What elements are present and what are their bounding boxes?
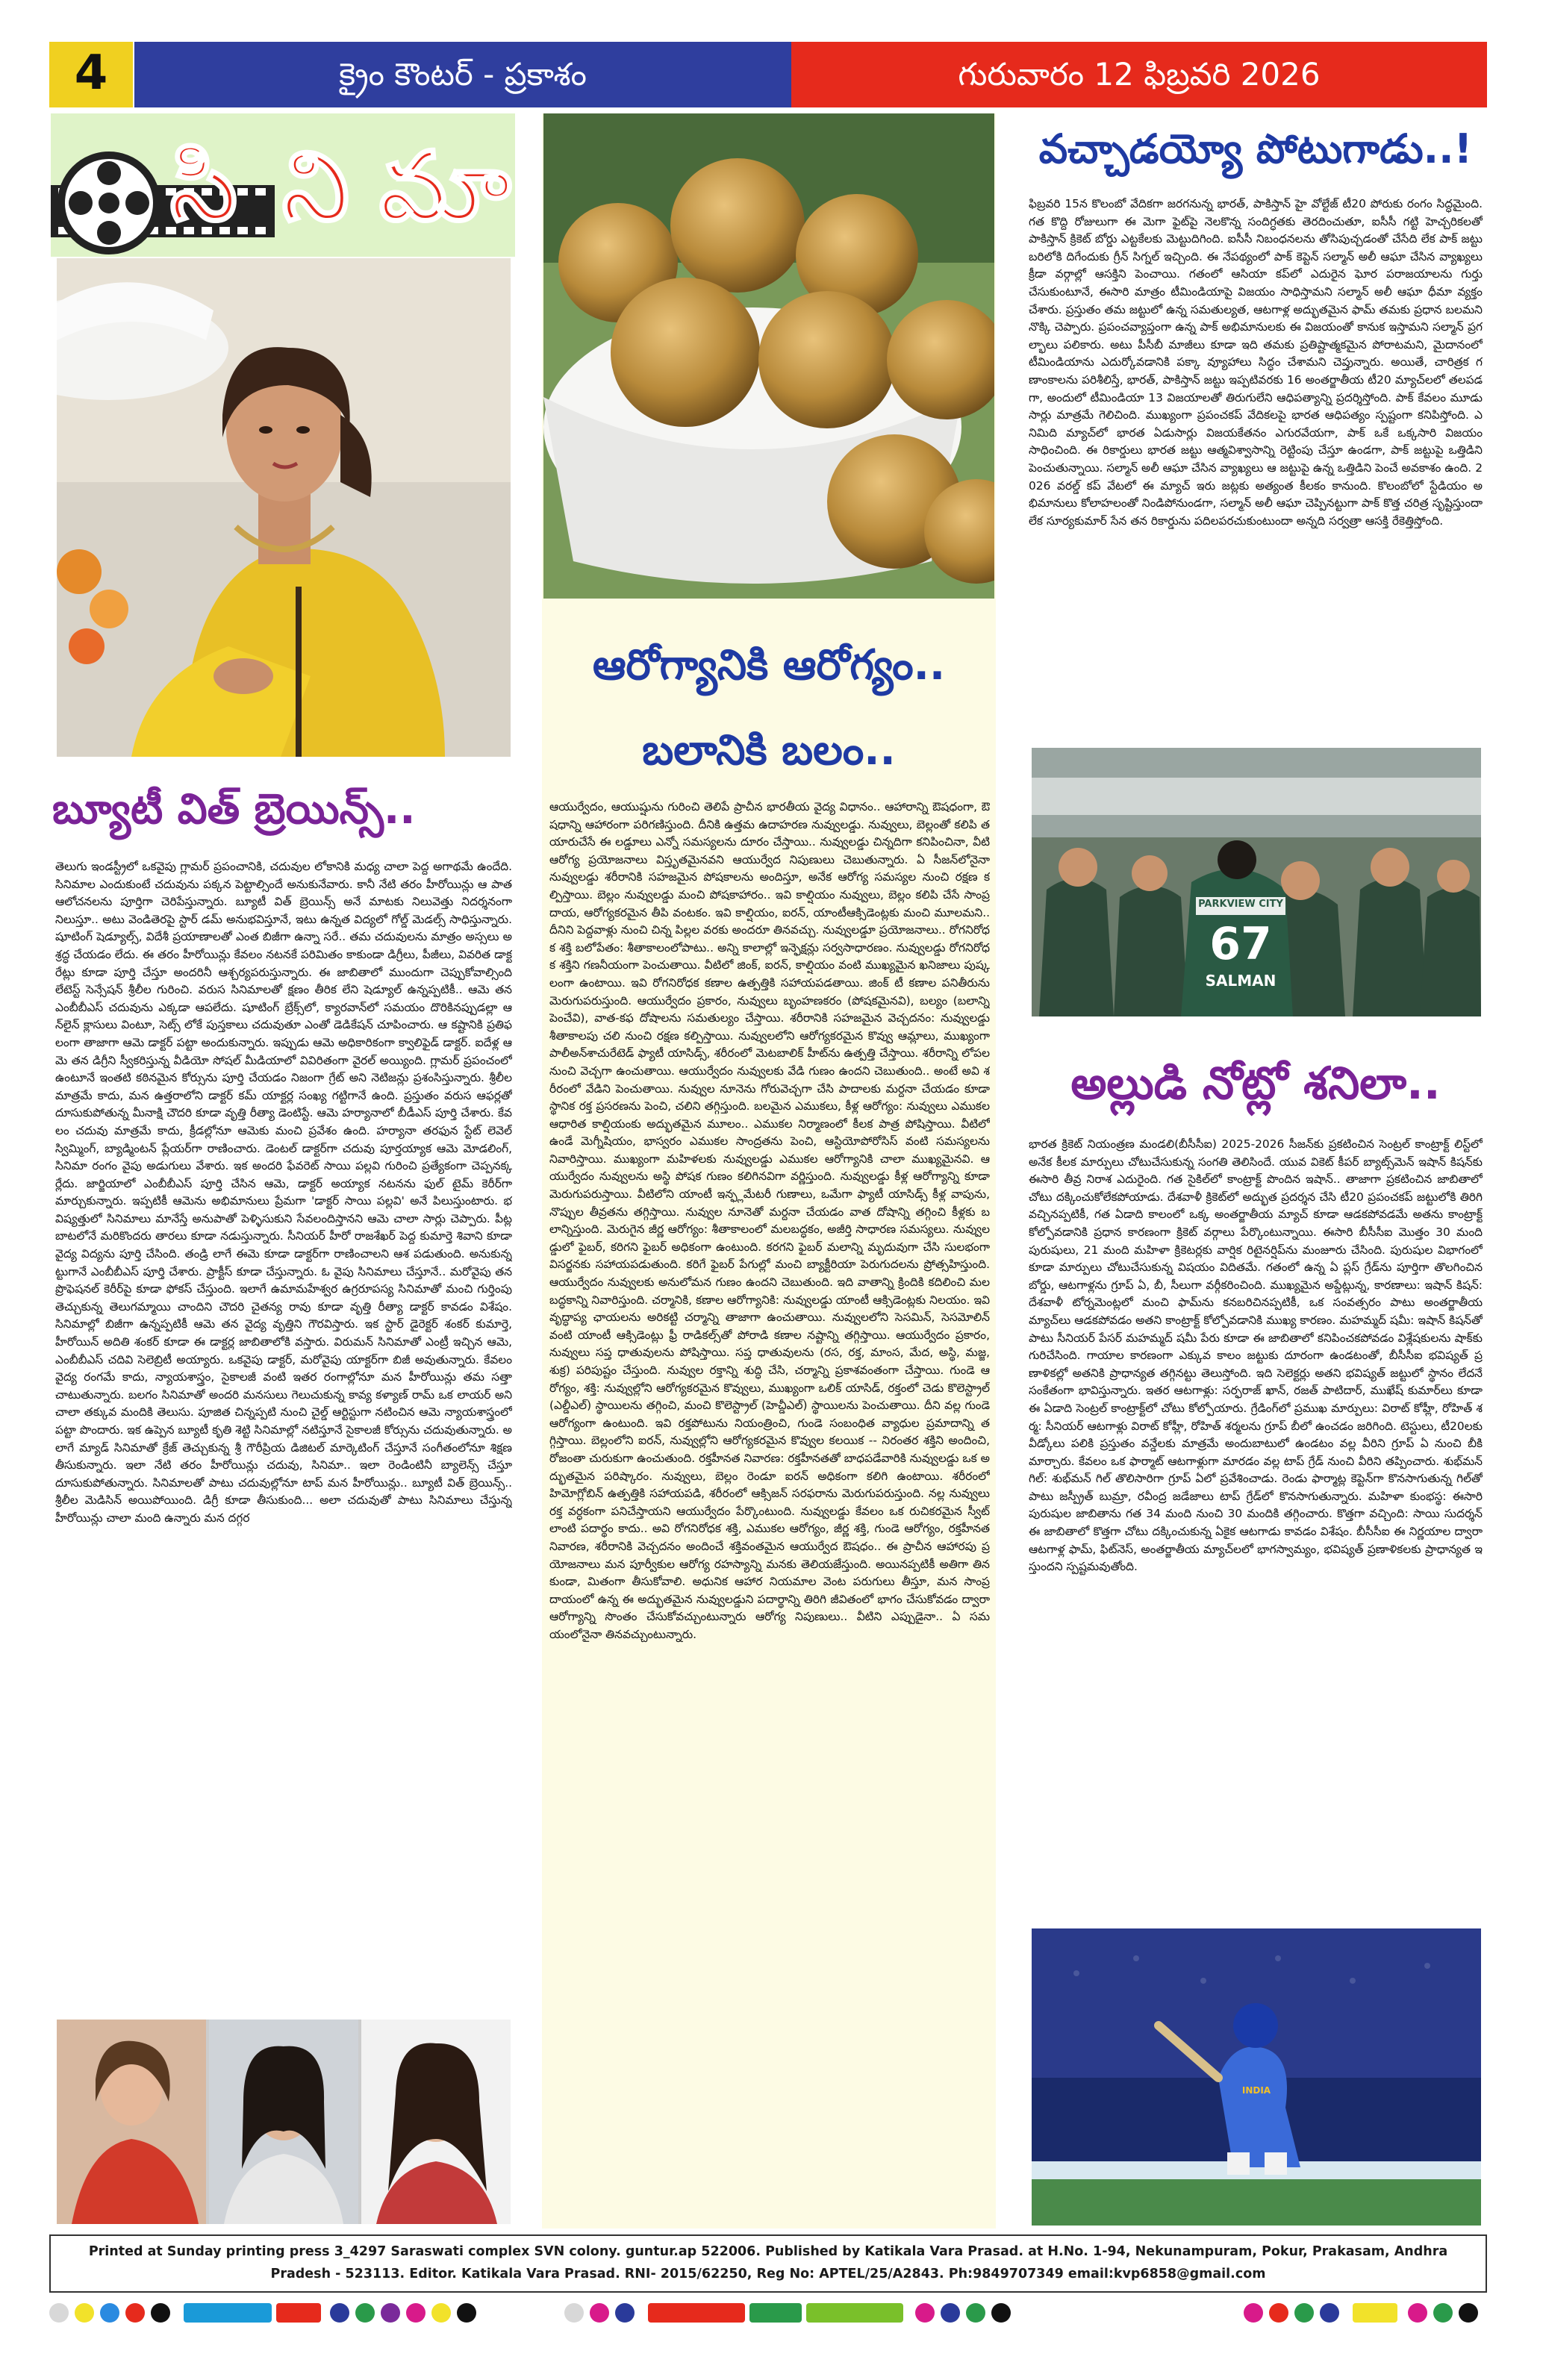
- registration-dot: [330, 2303, 349, 2323]
- cinema-logo-letter-2: ని: [282, 131, 349, 243]
- registration-dot: [431, 2303, 451, 2323]
- cricket-headline-1: వచ్చాడయ్యో పోటుగాడు..!: [1038, 125, 1473, 172]
- registration-dot: [615, 2303, 635, 2323]
- registration-bar: [749, 2303, 802, 2323]
- registration-dot: [1320, 2303, 1339, 2323]
- cinema-logo: [51, 113, 515, 257]
- registration-dot: [1433, 2303, 1453, 2323]
- sesame-laddu-photo: [543, 113, 994, 599]
- actress-photo: [57, 258, 511, 757]
- registration-dot: [381, 2303, 400, 2323]
- registration-dot: [1294, 2303, 1314, 2323]
- cinema-headline: బ్యూటీ విత్ బ్రెయిన్స్..: [52, 785, 416, 834]
- cinema-article: తెలుగు ఇండస్ట్రీలో ఒకవైపు గ్లామర్ ప్రపంచానికి, చదువుల లోకానికి మధ్య చాలా పెద్ద అగాథమే ఉందేది. సినిమాల ఎందుకుంటే చదువును పక్కన పెట్టాల్సిందే అనుకునేవారు. కానీ నేటి తరం హీరోయిన్లు ఆ పాత ఆలోచనలను పూర్తిగా చెరిపేస్తున్నారు. బ్యూటీ విత్ బ్రెయిన్స్ అనే మాటకు నిలువెత్తు నిదర్శనంగా నిలుస్తూ.. అటు వెండితెరపై స్టార్ డమ్ అనుభవిస్తూనే, ఇటు ఉన్నత విద్యలో గోల్డ్ మెడల్స్ సాధిస్తున్నారు. షూటింగ్ షెడ్యూల్స్, విదేశీ ప్రయాణాలతో ఎంత బిజీగా ఉన్నా సరే.. తమ చదువులను మాత్రం అస్సలు అశ్రద్ధ చేయడం లేదు. ఈ తరం హీరోయిన్లు కేవలం నటనకే పరిమితం కాకుండా డిగ్రీలు, పీజీలు, వివరిత డాక్టరేట్లు కూడా పూర్తి చేస్తూ అందరినీ ఆశ్చర్యపరుస్తున్నారు. ఈ జాబితాలో ముందుగా చెప్పుకోవాల్సింది లేటెస్ట్ సెన్సేషన్ శ్రీలీల గురించి. వరుస సినిమాలతో క్షణం తీరిక లేని షెడ్యూల్ ఉన్నప్పటికీ.. ఆమె తన ఎంబీబీఎస్ చదువును ఎక్కడా ఆపలేదు. షూటింగ్ బ్రేక్స్‌లో, క్యారవాన్‌లో సమయం దొరికినప్పుడల్లా ఆన్‌లైన్ క్లాసులు వింటూ, సెట్స్ లోకే పుస్తకాలు చదువుతూ ఎంతో డెడికేషన్ చూపించారు. ఆ కష్టానికి ప్రతిఫలంగా తాజాగా ఆమె డాక్టర్ పట్టా అందుకున్నారు. ఇప్పుడు ఆమె అధికారికంగా క్వాలిఫైడ్ డాక్టర్. ఐదేళ్ల ఆమె తన డిగ్రీని స్వీకరిస్తున్న వీడియో సోషల్ మీడియాలో వివిరితంగా వైరల్ అయ్యింది. గ్లామర్ ప్రపంచంలో ఉంటూనే ఇంతటి కఠినమైన కోర్సును పూర్తి చేయడం నిజంగా గ్రేట్ అని నెటిజన్లు ప్రశంసిస్తున్నారు. శ్రీలీల మాత్రమే కాదు, మన ఉత్తరాలోని డాక్టర్ కమ్ యాక్టర్ల సంఖ్య గట్టిగానే ఉంది. ప్రస్తుతం వరుస ఆఫర్లతో దూసుకుపోతున్న మీనాక్షి చౌదరి కూడా వృత్తి రీత్యా డెంటిస్టే. ఆమె హర్యానాలో బీడీఎస్ పూర్తి చేశారు. కేవలం చదువు మాత్రమే కాదు, క్రీడల్లోనూ ఆమెకు మంచి ప్రవేశం ఉంది. హర్యానా తరఫున స్టేట్ లెవెల్ స్విమ్మింగ్, బ్యాడ్మింటన్ ప్లేయర్‌గా రాణించారు. డెంటల్ డాక్టర్‌గా చదువు పూర్తయ్యాక ఆమె మోడలింగ్, సినిమా రంగం వైపు అడుగులు వేశారు. ఇక అందరి ఫేవరెట్ సాయి పల్లవి గురించి ప్రత్యేకంగా చెప్పనక్కర్లేదు. జార్జియాలో ఎంబీబీఎస్ పూర్తి చేసిన ఆమె, డాక్టర్ అయ్యాక నటనను ఫుల్ టైమ్ కెరీర్‌గా మార్చుకున్నారు. ఇప్పటికీ ఆమెను అభిమానులు ప్రేమగా 'డాక్టర్ సాయి పల్లవి' అనే పిలుస్తుంటారు. భవిష్యత్తులో సినిమాలు మానేస్తే అనుపాతో పెళ్ళిసుకుని సేవలందిస్తానని ఆమె చాలా సార్లు చెప్పారు. పీట్ల బాటలోనే మరికొందరు తారలు కూడా నడుస్తున్నారు. సీనియర్ హీరో రాజశేఖర్ పెద్ద కుమార్తె శివాని కూడా వైద్య విద్యను పూర్తి చేసింది. తండ్రి లాగే ఈమె కూడా డాక్టర్‌గా రాణించాలని ఆశ పడుతుంది. అనుకున్నట్టుగానే ఎంబీబీఎస్ పూర్తి చేశారు. ప్రాక్టీస్ కూడా చేస్తున్నారు. ఓ వైపు సినిమాలు చేస్తూనే.. మరోవైపు తన ప్రొఫెషనల్ కెరీర్‌పై కూడా ఫోకస్ చేస్తుంది. ఇలాగే ఉమామహేశ్వర ఉగ్రరూపస్య సినిమాతో మంచి గుర్తింపు తెచ్చుకున్న తెలుగమ్మాయి చాందిని చౌదరి చైతన్య రావు కూడా వృత్తి రీత్యా డాక్టర్ కావడం విశేషం. సినిమాల్లో బిజీగా ఉన్నప్పటికీ ఆమె తన వైద్య వృత్తిని గౌరవిస్తారు. ఇక స్టార్ డైరెక్టర్ శంకర్ కుమార్తె, హీరోయిన్ అదితి శంకర్ కూడా ఈ డాక్టర్ల జాబితాలోకి వస్తారు. విరుమన్ సినిమాతో ఎంట్రీ ఇచ్చిన ఆమె, ఎంబీబీఎస్ చదివి సెలెబ్రిటీ అయ్యారు. ఒకవైపు డాక్టర్, మరోవైపు యాక్టర్‌గా బిజీ అవుతున్నారు. కేవలం వైద్య రంగమే కాదు, న్యాయశాస్త్రం, సైకాలజీ వంటి ఇతర రంగాల్లోనూ మన హీరోయిన్లు తమ సత్తా చాటుతున్నారు. బలగం సినిమాతో అందరి మనసులు గెలుచుకున్న కావ్య కళ్యాణ్ రామ్ ఒక లాయర్ అని చాలా తక్కువ మందికి తెలుసు. పూజిత చిన్నప్పటి నుంచి చైల్డ్ ఆర్టిస్టుగా నటించిన ఆమె న్యాయశాస్త్రంలో పట్టా పొందారు. ఇక ఉప్పెన బ్యూటీ కృతి శెట్టి సినిమాల్లో నటిస్తూనే సైకాలజీ కోర్సును చదువుతున్నారు. అలాగే మ్యాడ్ సినిమాతో క్రేజ్ తెచ్చుకున్న శ్రీ గౌరీప్రియ డిజిటల్ మార్కెటింగ్ చేస్తూనే సంగీతంలోనూ శిక్షణ తీసుకున్నారు. ఇలా నేటి తరం హీరోయిన్లు చదువు, సినిమా.. ఇలా రెండింటినీ బ్యాలెన్స్ చేస్తూ దూసుకుపోతున్నారు. సినిమాలతో పాటు చదువుల్లోనూ టాప్ మన హీరోయిన్లు.. బ్యూటీ విత్ బ్రెయిన్స్.. శ్రీలీల మెడిసిన్ అయిపోయింది. డిగ్రీ కూడా తీసుకుంది... అలా చదువుతో పాటు సినిమాలు చేస్తున్న హీరోయిన్లు చాలా మంది ఉన్నారు మన దగ్గర: [55, 860, 512, 1525]
- cricket-article-1: ఫిబ్రవరి 15న కొలంబో వేదికగా జరగనున్న భారత్, పాకిస్తాన్ హై వోల్టేజ్ టీ20 పోరుకు రంగం సిద్ధమైంది. గత కొద్ది రోజులుగా ఈ మెగా ఫైట్‌పై నెలకొన్న సందిగ్ధతకు తెరదించుతూ, ఐసీసీ గట్టి హెచ్చరికలతో పాకిస్తాన్ క్రికెట్ బోర్డు ఎట్టకేలకు మెట్టుదిగింది. ఐసీసీ నిబంధనలను తోసిపుచ్చడంతో చేసేది లేక పాక్ జట్టు బరిలోకి దిగేందుకు గ్రీన్ సిగ్నల్ ఇచ్చింది. ఈ నేపథ్యంలో పాక్ కెప్టెన్ సల్మాన్ అలీ ఆఘా చేసిన వ్యాఖ్యలు క్రీడా వర్గాల్లో ఆసక్తిని పెంచాయి. గతంలో ఆసియా కప్‌లో ఎదురైన ఘోర పరాజయాలను గుర్తు చేసుకుంటూనే, ఈసారి మాత్రం టీమిండియాపై విజయం సాధిస్తామని సల్మాన్ అలీ ఆఘా ధీమా వ్యక్తం చేశారు. ప్రస్తుతం తమ జట్టులో ఉన్న సమతుల్యత, ఆటగాళ్ల అద్భుతమైన ఫామ్ తమకు ప్రధాన బలమని నొక్కి చెప్పారు. ప్రపంచవ్యాప్తంగా ఉన్న పాక్ అభిమానులకు ఈ విజయంతో కానుక ఇస్తామని సల్మాన్ ప్రగల్భాలు పలికారు. అటు పీసీబీ మాజీలు కూడా ఇది తమకు ప్రతిష్టాత్మకమైన పోరాటమని, మైదానంలో టీమిండియాను ఎదుర్కోవడానికి పక్కా వ్యూహాలు సిద్ధం చేశామని చెప్తున్నారు. అయితే, చారిత్రక గణాంకాలను పరిశీలిస్తే, భారత్, పాకిస్తాన్ జట్టు ఇప్పటివరకు 16 అంతర్జాతీయ టీ20 మ్యాచ్‌లలో తలపడగా, అందులో టీమిండియా 13 విజయాలతో తిరుగులేని ఆధిపత్యాన్ని ప్రదర్శిస్తోంది. పాక్ కేవలం మూడు సార్లు మాత్రమే గెలిచింది. ముఖ్యంగా ప్రపంచకప్ వేదికలపై భారత ఆధిపత్యం స్పష్టంగా కనిపిస్తోంది. ఎనిమిది మ్యాచ్‌లో భారత ఏడుసార్లు విజయకేతనం ఎగురవేయగా, పాక్ ఒకే ఒక్కసారి విజయం సాధించింది. ఈ రికార్డులు భారత జట్టు ఆత్మవిశ్వాసాన్ని రెట్టింపు చేస్తూ ఉండగా, పాక్ జట్టుపై ఒత్తిడిని పెంచుతున్నాయి. సల్మాన్ అలీ ఆఘా చేసిన వ్యాఖ్యలు ఆ జట్టుపై ఉన్న ఒత్తిడిని పెంచే అవకాశం ఉంది. 2026 వరల్డ్ కప్ వేటలో ఈ మ్యాచ్ ఇరు జట్లకు అత్యంత కీలకం కానుంది. కొలంబోలో స్టేడియం అభిమానులు కోలాహలంతో నిండిపోనుండగా, సల్మాన్ అలీ ఆఘా చెప్పినట్టుగా పాక్ కొత్త చరిత్ర సృష్టిస్తుందా లేక సూర్యకుమార్ సేన తన రికార్డును పదిలపరచుకుంటుందా అన్నది సర్వత్రా ఆసక్తి రేకెత్తిస్తోంది.: [1029, 197, 1483, 528]
- registration-dot: [991, 2303, 1011, 2323]
- registration-dot: [151, 2303, 170, 2323]
- registration-dot: [1269, 2303, 1288, 2323]
- color-registration-strip: [49, 2299, 1487, 2329]
- cinema-logo-letter-1: సి: [170, 131, 237, 243]
- health-article: ఆయుర్వేదం, ఆయుష్షును గురించి తెలిపే ప్రాచీన భారతీయ వైద్య విధానం.. ఆహారాన్ని ఔషధంగా, ఔషధాన్ని ఆహారంగా పరిగణిస్తుంది. దీనికి ఉత్తమ ఉదాహరణ నువ్వులడ్డు. నువ్వులు, బెల్లంతో కలిపి తయారుచేసే ఈ లడ్డూలు ఎన్నో సమస్యలను దూరం చేస్తాయి.. నువ్వులడ్డు చిన్నదిగా కనిపించినా, వీటి ఆరోగ్య ప్రయోజనాలు విస్తృతమైనవని ఆయుర్వేద నిపుణులు చెబుతున్నారు. ఏ సీజన్‌లోనైనా నువ్వులడ్డు శరీరానికి సహజమైన పోషకాలను అందిస్తూ, అనేక ఆరోగ్య సమస్యల నుంచి రక్షణ కల్పిస్తాయి. బెల్లం నువ్వులడ్డు మంచి పోషకాహారం.. ఇవి కాల్షియం నువ్వులు, బెల్లం కలిపి చేసే సాంప్రదాయ, ఆరోగ్యకరమైన తీపి వంటకం. ఇవి కాల్షియం, ఐరన్, యాంటీఆక్సిడెంట్లకు మంచి మూలమని.. దీనిని పెద్దవాళ్లు నుంచి చిన్న పిల్లల వరకు అందరూ తినవచ్చు. నువ్వులడ్డూ ప్రయోజనాలు.. రోగనిరోధక శక్తి బలోపేతం: శీతాకాలంలోపాటు.. అన్ని కాలాల్లో ఇన్ఫెక్షన్లు సర్వసాధారణం. నువ్వులడ్డు రోగనిరోధక శక్తిని గణనీయంగా పెంచుతాయి. వీటిలో జింక్, ఐరన్, కాల్షియం వంటి ముఖ్యమైన ఖనిజాలు పుష్కలంగా ఉంటాయి. ఇవి రోగనిరోధక కణాల ఉత్పత్తికి సహాయపడతాయి. జింక్ టీ కణాల పనితీరును మెరుగుపరుస్తుంది. ఆయుర్వేదం ప్రకారం, నువ్వులు బృంహణకరం (పోషకమైనవి), బల్యం (బలాన్ని పెంచేవి), వాత-కఫ దోషాలను సమతుల్యం చేస్తాయి. శరీరానికి సహజమైన వెచ్చదనం: నువ్వులడ్డు శీతాకాలపు చలి నుంచి రక్షణ కల్పిస్తాయి. నువ్వులలోని ఆరోగ్యకరమైన కొవ్వు ఆమ్లాలు, ముఖ్యంగా పాలీఅన్‌శాచురేటెడ్ ఫ్యాటీ యాసిడ్స్, శరీరంలో మెటబాలిక్ హీట్‌ను ఉత్పత్తి చేస్తాయి. శరీరాన్ని లోపల నుంచి వెచ్చగా ఉంచుతాయి. ఆయుర్వేదం నువ్వులకు వేడి గుణం ఉందని చెబుతుంది.. అంటే అవి శరీరంలో వేడిని పెంచుతాయి. నువ్వుల నూనెను గోరువెచ్చగా చేసి పాదాలకు మర్దనా చేయడం కూడా స్థానిక రక్త ప్రసరణను పెంచి, చలిని తగ్గిస్తుంది. బలమైన ఎముకలు, కీళ్ల ఆరోగ్యం: నువ్వులు ఎముకల ఆధారిత కాల్షియంకు అద్భుతమైన మూలం.. ఎముకల నిర్మాణంలో కీలక పాత్ర పోషిస్తాయి. వీటిలో ఉండే మెగ్నీషియం, భాస్వరం ఎముకల సాంద్రతను పెంచి, ఆస్టియోపోరోసిస్ వంటి సమస్యలను నివారిస్తాయి. ముఖ్యంగా మహిళలకు నువ్వులడ్డు ఎముకల ఆరోగ్యానికి చాలా ముఖ్యమైనవి. ఆయుర్వేదం నువ్వులను అస్థి పోషక గుణం కలిగినవిగా వర్ణిస్తుంది. నువ్వులడ్డు కీళ్ల ఆరోగ్యాన్ని కూడా మెరుగుపరుస్తాయి. వీటిలోని యాంటీ ఇన్ఫ్లమేటరీ గుణాలు, ఒమేగా ఫ్యాటీ యాసిడ్స్ కీళ్ల వాపును, నొప్పుల తీవ్రతను తగ్గిస్తాయి. నువ్వుల నూనెతో మర్దనా చేయడం వాత దోషాన్ని తగ్గించి కీళ్లకు బలాన్నిస్తుంది. మెరుగైన జీర్ణ ఆరోగ్యం: శీతాకాలంలో మలబద్ధకం, అజీర్తి సాధారణ సమస్యలు. నువ్వులడ్డులో ఫైబర్, కరిగని ఫైబర్ అధికంగా ఉంటుంది. కరగని ఫైబర్ మలాన్ని మృదువుగా చేసి సులభంగా విసర్జనకు సహాయపడుతుంది. కరిగే ఫైబర్ పేగుల్లో మంచి బ్యాక్టీరియా పెరుగుదలను ప్రోత్సహిస్తుంది. ఆయుర్వేదం నువ్వులకు అనులోమన గుణం ఉందని చెబుతుంది. ఇది వాతాన్ని క్రిందికి కదిలించి మలబద్ధకాన్ని నివారిస్తుంది. చర్మానికి, కణాల ఆరోగ్యానికి: నువ్వులడ్డు యాంటీ ఆక్సిడెంట్లకు నిలయం. ఇవి వృద్ధాప్య ఛాయలను అరికట్టి చర్మాన్ని తాజాగా ఉంచుతాయి. నువ్వులలోని సెసమిన్, సెసమోలిన్ వంటి యాంటీ ఆక్సిడెంట్లు ఫ్రీ రాడికల్స్‌తో పోరాడి కణాల నష్టాన్ని తగ్గిస్తాయి. ఆయుర్వేదం ప్రకారం, నువ్వులు సప్త ధాతువులను పోషిస్తాయి. సప్త ధాతువులను (రస, రక్త, మాంస, మేద, అస్థి, మజ్జ, శుక్ర) పరిపుష్టం చేస్తుంది. నువ్వుల రక్తాన్ని శుద్ధి చేసి, చర్మాన్ని ప్రకాశవంతంగా చేస్తాయి. గుండె ఆరోగ్యం, శక్తి: నువ్వుల్లోని ఆరోగ్యకరమైన కొవ్వులు, ముఖ్యంగా ఒలిక్ యాసిడ్, రక్తంలో చెడు కొలెస్ట్రాల్ (ఎల్డీఎల్) స్థాయిలను తగ్గించి, మంచి కొలెస్ట్రాల్ (హెచ్డీఎల్) స్థాయిలను పెంచుతాయి. దీని వల్ల గుండె ఆరోగ్యంగా ఉంటుంది. ఇవి రక్తపోటును నియంత్రించి, గుండె సంబంధిత వ్యాధుల ప్రమాదాన్ని తగ్గిస్తాయి. బెల్లంలోని ఐరన్, నువ్వుల్లోని ఆరోగ్యకరమైన కొవ్వుల కలయిక -- నిరంతర శక్తిని అందించి, రోజంతా చురుకుగా ఉంచుతుంది. రక్తహీనత నివారణ: రక్తహీనతతో బాధపడేవారికి నువ్వులడ్డు ఒక అద్భుతమైన పరిష్కారం. నువ్వులు, బెల్లం రెండూ ఐరన్ అధికంగా కలిగి ఉంటాయి. శరీరంలో హిమోగ్లోబిన్ ఉత్పత్తికి సహాయపడి, శరీరంలో ఆక్సిజన్ సరఫరాను మెరుగుపరుస్తుంది. నల్ల నువ్వులు రక్త వర్ధకంగా పనిచేస్తాయని ఆయుర్వేదం పేర్కొంటుంది. నువ్వులడ్డు కేవలం ఒక రుచికరమైన స్వీట్ లాంటి పదార్థం కాదు.. అవి రోగనిరోధక శక్తి, ఎముకల ఆరోగ్యం, జీర్ణ శక్తి, గుండె ఆరోగ్యం, రక్తహీనత నివారణ, శరీరానికి వెచ్చదనం అందించే శక్తివంతమైన ఆయుర్వేద ఔషధం.. ఈ ప్రాచీన ఆహారపు ప్రయోజనాలు మన పూర్వీకుల ఆరోగ్య రహస్యాన్ని మనకు తెలియజేస్తుంది. అయినప్పటికీ అతిగా తినకుండా, మితంగా తీసుకోవాలి. అధునిక ఆహార నియమాల వెంట పరుగులు తీస్తూ, మన సాంప్రదాయంలో ఉన్న ఈ అద్భుతమైన నువ్వులడ్డుని పదార్థాన్ని తిరిగి జీవితంలో భాగం చేసుకోవడం ద్వారా ఆరోగ్యాన్ని సొంతం చేసుకోవచ్చుంటున్నారు ఆరోగ్య నిపుణులు.. వీటిని ఎప్పుడైనా.. ఏ సమయంలోనైనా తినవచ్చుంటున్నారు.: [549, 800, 990, 1641]
- registration-dot: [49, 2303, 69, 2323]
- registration-dot: [125, 2303, 145, 2323]
- registration-dot: [590, 2303, 609, 2323]
- registration-dot: [100, 2303, 119, 2323]
- registration-dot: [915, 2303, 935, 2323]
- health-headline-line1: ఆరోగ్యానికి ఆరోగ్యం..: [592, 641, 946, 690]
- registration-dot: [355, 2303, 375, 2323]
- imprint-line-1: Printed at Sunday printing press 3_4297 Saraswati complex SVN colony. guntur.ap 522006. Published by Katikala Vara Prasad. at H.No. 1-94, Nekunampuram, Pokur, Prakasam, Andhra: [88, 2244, 1448, 2259]
- publication-name: క్రైం కౌంటర్ - ప్రకాశం: [339, 56, 587, 93]
- pakistan-team-photo: [1032, 748, 1481, 1016]
- registration-dot: [564, 2303, 584, 2323]
- registration-dot: [1244, 2303, 1263, 2323]
- cricket-headline-2: అల్లుడి నోట్లో శనిలా..: [1070, 1058, 1441, 1110]
- registration-bar: [648, 2303, 745, 2323]
- registration-dot: [1459, 2303, 1478, 2323]
- cinema-logo-letter-3: మా: [379, 131, 511, 243]
- registration-dot: [941, 2303, 960, 2323]
- jersey-name-text: SALMAN: [1205, 972, 1277, 990]
- registration-bar: [276, 2303, 321, 2323]
- jersey-number-text: 67: [1209, 918, 1272, 970]
- actresses-photo-collage: [57, 2020, 511, 2224]
- india-batter-photo: [1032, 1928, 1481, 2226]
- registration-dot: [966, 2303, 985, 2323]
- cricket-article-2: భారత క్రికెట్ నియంత్రణ మండలి(బీసీసీఐ) 2025-2026 సీజన్‌కు ప్రకటించిన సెంట్రల్ కాంట్రాక్ట్ లిస్ట్‌లో అనేక కీలక మార్పులు చోటుచేసుకున్న సంగతి తెలిసిందే. యువ వికెట్ కీపర్ బ్యాట్స్‌మెన్ ఇషాన్ కిషన్‌కు ఈసారి తీవ్ర నిరాశ ఎదురైంది. గత సైకిల్‌లో కాంట్రాక్ట్ పొందిన ఇషాన్.. తాజాగా ప్రకటించిన జాబితాలో చోటు దక్కించుకోలేకపోయాడు. దేశవాళీ క్రికెట్‌లో అద్భుత ప్రదర్శన చేసి టీ20 ప్రపంచకప్ జట్టులోకి తిరిగి వచ్చినప్పటికీ, గత ఏడాది కాలంలో ఒక్క అంతర్జాతీయ మ్యాచ్ కూడా ఆడకపోవడమే అతను కాంట్రాక్ట్ కోల్పోవడానికి ప్రధాన కారణంగా క్రికెట్ వర్గాలు పేర్కొంటున్నాయి. ఈసారి బీసీసీఐ మొత్తం 30 మంది పురుషులు, 21 మంది మహిళా క్రికెటర్లకు వార్షిక రిటైనర్షిప్‌ను మంజూరు చేసింది. పురుషుల విభాగంలో కూడా మార్పులు చోటుచేసుకున్న విషయం విదితమే. గతంలో ఉన్న ఏ ప్లస్ గ్రేడ్‌ను పూర్తిగా తొలగించిన బోర్డు, ఆటగాళ్లను గ్రూప్ ఏ, బీ, సీలుగా వర్గీకరించింది. ముఖ్యమైన అప్డేట్లున్న, కారణాలు: ఇషాన్ కిషన్: దేశవాళీ టోర్నమెంట్లలో మంచి ఫామ్‌ను కనబరిచినప్పటికీ, ఒక సంవత్సరం పాటు అంతర్జాతీయ మ్యాచ్‌లు ఆడకపోవడం అతని కాంట్రాక్ట్ కోల్పోవడానికి ముఖ్య కారణం. మహమ్మద్ షమీ: ఇషాన్ కిషన్‌తో పాటు సీనియర్ పేసర్ మహమ్మద్ షమీ పేరు కూడా ఈ జాబితాలో కనిపించకపోవడం విశ్లేషకులను షాక్‌కు గురిచేసింది. గాయాల కారణంగా ఎక్కువ కాలం జట్టుకు దూరంగా ఉండటంతో, బీసీసీఐ భవిష్యత్ ప్రణాళికల్లో అతనికి ప్రాధాన్యత తగ్గినట్టు తెలుస్తోంది. ఇది సెలెక్టర్లు అతని భవిష్యత్ జట్టులో స్థానం లేదనే సంకేతంగా భావిస్తున్నారు. ఇతర ఆటగాళ్లు: సర్ఫరాజ్ ఖాన్, రజత్ పాటిదార్, ముఖేష్ కుమార్‌లు కూడా ఈ ఏడాది సెంట్రల్ కాంట్రాక్ట్‌లో చోటు కోల్పోయారు. గ్రేడింగ్‌లో ప్రముఖ మార్పులు: విరాట్ కోహ్లీ, రోహిత్ శర్మ: సీనియర్ ఆటగాళ్లు విరాట్ కోహ్లీ, రోహిత్ శర్మలను గ్రూప్ బీలో ఉంచడం జరిగింది. టెస్టులు, టీ20లకు వీడ్కోలు పలికి ప్రస్తుతం వన్డేలకు మాత్రమే అందుబాటులో ఉండటం వల్ల వీరిని గ్రూప్ ఏ నుంచి బీకి మార్చారు. కేవలం ఒక ఫార్మాట్ ఆటగాళ్లుగా మారడం వల్ల టాప్ గ్రేడ్ నుంచి వీరిని తప్పించారు. శుభ్‌మన్ గిల్: శుభ్‌మన్ గిల్ తొలిసారిగా గ్రూప్ ఏలో ప్రవేశించాడు. రెండు ఫార్మాట్ల కెప్టెన్‌గా కొనసాగుతున్న గిల్‌తో పాటు జస్ప్రీత్ బుమ్రా, రవీంద్ర జడేజాలు టాప్ గ్రేడ్‌లో కొనసాగుతున్నారు. మహిళా కుంభస్థ: ఈసారి పురుషుల జాబితాను గత 34 మంది నుంచి 30 మందికి తగ్గించారు. కొత్తగా వచ్చింది: సాయి సుదర్శన్ ఈ జాబితాలో కొత్తగా చోటు దక్కించుకున్న ఏకైక ఆటగాడు కావడం విశేషం. బీసీసీఐ ఈ నిర్ణయాల ద్వారా ఆటగాళ్ల ఫామ్, ఫిట్‌నెస్, అంతర్జాతీయ మ్యాచ్‌లలో భాగస్వామ్యం, భవిష్యత్ ప్రణాళికలకు ప్రాధాన్యత ఇస్తుందని స్పష్టమవుతోంది.: [1029, 1137, 1483, 1574]
- registration-dot: [75, 2303, 94, 2323]
- registration-dot: [457, 2303, 476, 2323]
- jersey-sponsor-text: PARKVIEW CITY: [1198, 899, 1283, 910]
- registration-bar: [806, 2303, 903, 2323]
- health-headline-line2: బలానికి బలం..: [642, 726, 896, 775]
- issue-date: గురువారం 12 ఫిబ్రవరి 2026: [958, 56, 1321, 93]
- page-number: 4: [74, 46, 108, 101]
- imprint-box: [49, 2234, 1487, 2293]
- batter-jersey-text: INDIA: [1241, 2085, 1271, 2096]
- registration-bar: [1353, 2303, 1397, 2323]
- registration-bar: [184, 2303, 272, 2323]
- registration-dot: [406, 2303, 426, 2323]
- imprint-line-2: Pradesh - 523113. Editor. Katikala Vara Prasad. RNI- 2015/62250, Reg No: APTEL/25/A2843. Ph:9849707349 email:kvp6858@gmail.com: [270, 2267, 1266, 2281]
- registration-dot: [1408, 2303, 1427, 2323]
